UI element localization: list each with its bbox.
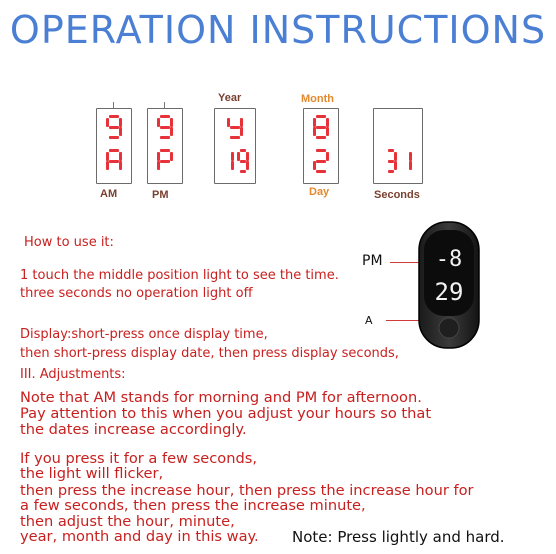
digit-seconds-segment	[394, 161, 397, 170]
digit-am-bottom-segment	[119, 152, 122, 161]
ampm-line2: Pay attention to this when you adjust your hours so that	[20, 405, 432, 422]
label-seconds: Seconds	[374, 189, 420, 201]
digit-year-bottom-segment	[231, 152, 234, 161]
digit-display-pm	[147, 108, 183, 184]
digit-year-bottom-segment	[231, 161, 234, 170]
ampm-line3: the dates increase accordingly.	[20, 421, 247, 438]
press-line1: If you press it for a few seconds,	[20, 450, 257, 467]
digit-year-bottom-segment	[240, 149, 246, 152]
step1-line1: 1 touch the middle position light to see the time.	[20, 268, 339, 283]
label-month: Month	[301, 93, 334, 105]
digit-seconds-segment	[409, 152, 412, 161]
label-pm: PM	[152, 189, 169, 201]
page-title: OPERATION INSTRUCTIONS	[9, 8, 547, 52]
digit-year-bottom-segment	[246, 161, 249, 170]
digit-month-top-segment	[316, 126, 326, 129]
digit-year-bottom-segment	[246, 152, 249, 161]
a-pointer-label: A	[365, 314, 373, 327]
digit-am-bottom-segment	[119, 161, 122, 170]
press-line5: then adjust the hour, minute,	[20, 513, 235, 530]
digit-year-top-segment	[230, 136, 240, 139]
digit-year-bottom-segment	[240, 160, 246, 163]
digit-display-am	[96, 108, 132, 184]
note-press-lightly: Note: Press lightly and hard.	[292, 528, 505, 546]
digit-pm-top-segment	[160, 126, 170, 129]
ampm-line1: Note that AM stands for morning and PM for afternoon.	[20, 389, 422, 406]
display-line2: then short-press display date, then press display seconds,	[20, 346, 399, 361]
digit-seconds-segment	[388, 149, 394, 152]
digit-am-bottom-segment	[109, 149, 119, 152]
digit-am-top-segment	[109, 126, 119, 129]
digit-year-bottom-segment	[240, 170, 246, 173]
digit-year-top-segment	[240, 127, 243, 136]
digit-month-top-segment	[326, 118, 329, 127]
digit-year-top-segment	[230, 126, 240, 129]
digit-day-bottom-segment	[316, 149, 326, 152]
digit-month-top-segment	[316, 136, 326, 139]
digit-pm-top-segment	[160, 115, 170, 118]
label-am: AM	[100, 188, 118, 200]
digit-day-bottom-segment	[316, 170, 326, 173]
press-line3: then press the increase hour, then press the increase hour for	[20, 482, 474, 499]
digit-display-month-day	[303, 108, 339, 184]
press-line4: a few seconds, then press the increase minute,	[20, 497, 366, 514]
digit-pm-bottom-segment	[160, 149, 170, 152]
watch-illustration	[415, 220, 483, 350]
step1-line2: three seconds no operation light off	[20, 286, 253, 301]
digit-display-year	[214, 108, 256, 184]
display-line1: Display:short-press once display time,	[20, 327, 268, 342]
tick-mark	[113, 102, 114, 108]
digit-seconds-segment	[388, 160, 394, 163]
pm-pointer-label: PM	[362, 253, 383, 269]
digit-day-bottom-segment	[326, 152, 329, 161]
digit-year-top-segment	[240, 118, 243, 127]
digit-am-top-segment	[119, 118, 122, 127]
digit-am-top-segment	[119, 127, 122, 136]
digit-seconds-segment	[409, 161, 412, 170]
press-line2: the light will flicker,	[20, 465, 164, 482]
digit-year-bottom-segment	[237, 152, 240, 161]
digit-am-bottom-segment	[109, 160, 119, 163]
digit-seconds-segment	[388, 170, 394, 173]
adjust-heading: III. Adjustments:	[20, 367, 126, 382]
digit-pm-top-segment	[160, 136, 170, 139]
digit-display-seconds	[373, 108, 423, 184]
label-year: Year	[218, 92, 242, 104]
digit-pm-top-segment	[170, 118, 173, 127]
watch-bottom-readout: 29	[434, 278, 464, 306]
digit-pm-bottom-segment	[170, 152, 173, 161]
heading-how-to-use: How to use it:	[24, 235, 114, 250]
digit-month-top-segment	[316, 115, 326, 118]
digit-pm-bottom-segment	[160, 160, 170, 163]
digit-seconds-segment	[394, 152, 397, 161]
tick-mark	[164, 102, 165, 108]
label-day: Day	[309, 186, 330, 198]
digit-day-bottom-segment	[316, 160, 326, 163]
digit-pm-top-segment	[170, 127, 173, 136]
watch-top-readout: -8	[435, 247, 463, 272]
digit-day-bottom-segment	[313, 161, 316, 170]
digit-month-top-segment	[326, 127, 329, 136]
digit-am-top-segment	[109, 115, 119, 118]
press-line6: year, month and day in this way.	[20, 528, 259, 545]
digit-am-top-segment	[109, 136, 119, 139]
